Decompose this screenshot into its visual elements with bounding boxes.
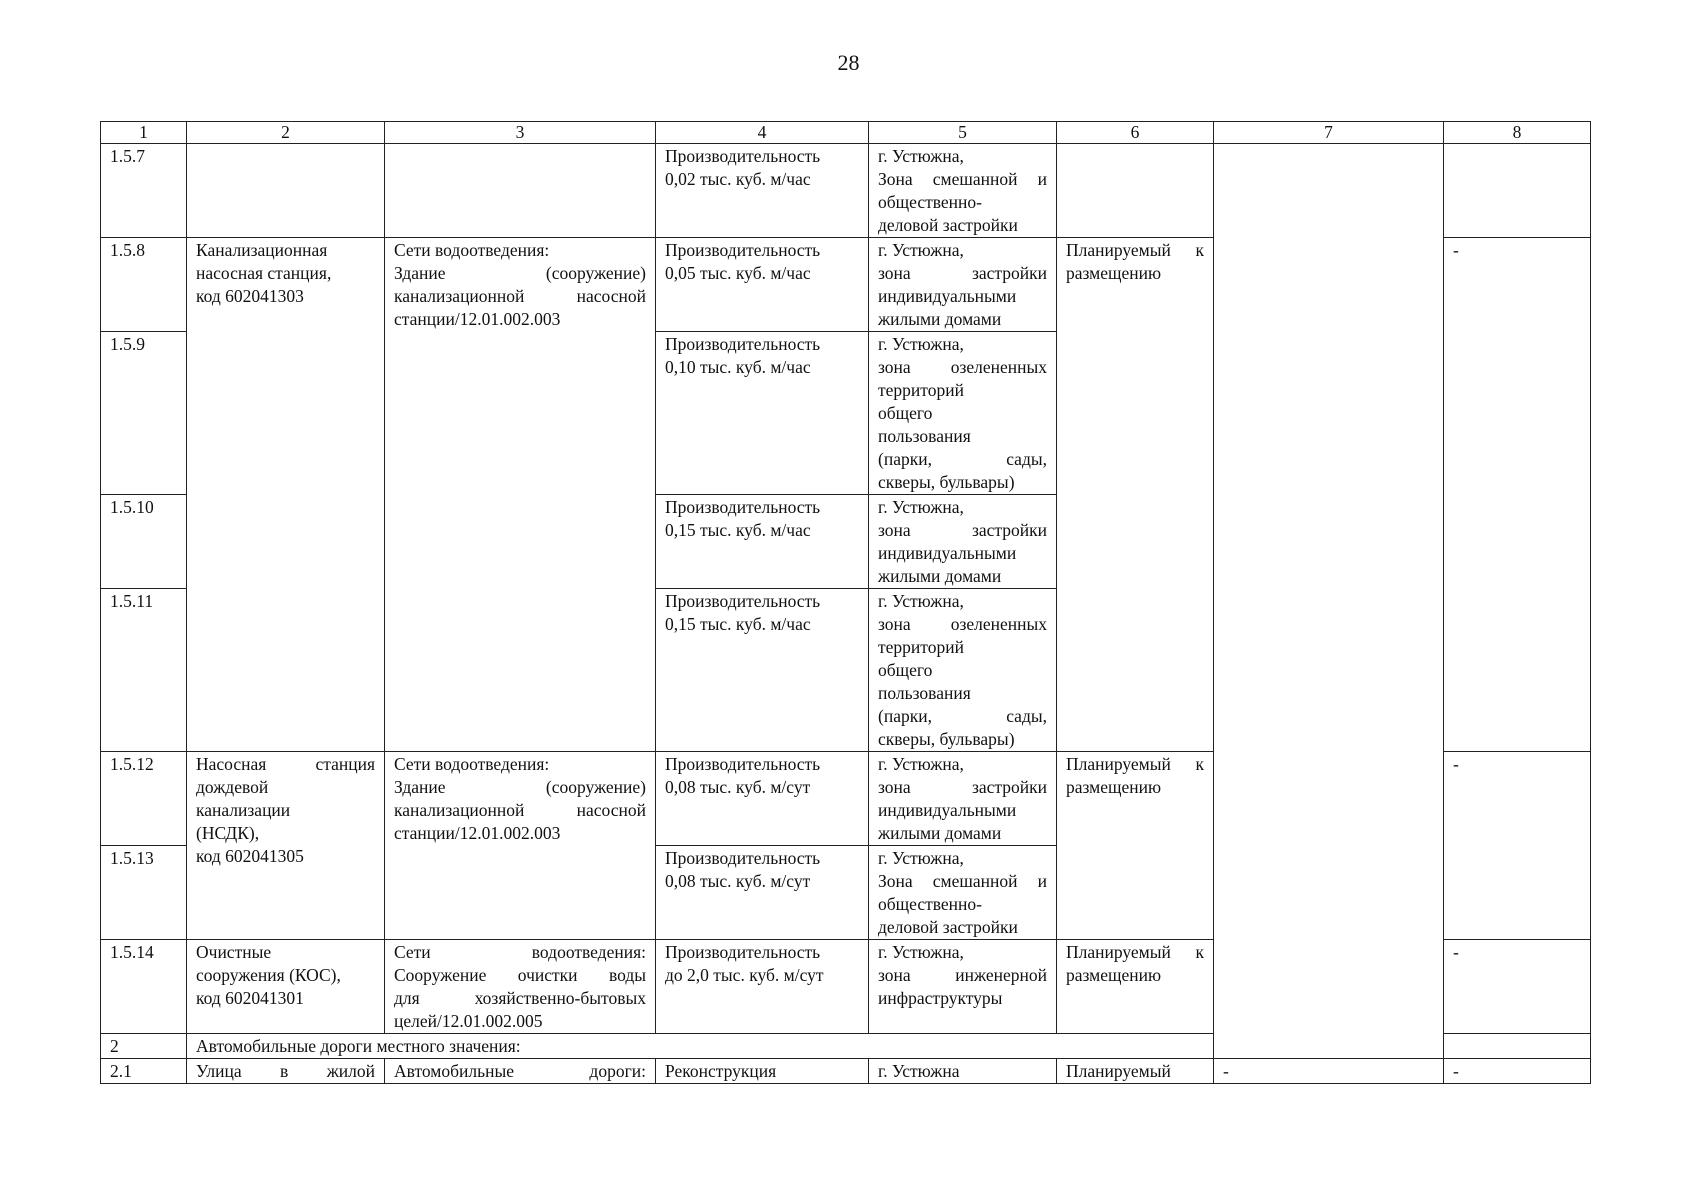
table-row: [101, 1059, 1591, 1084]
location-line: зона озелененных: [878, 357, 1047, 377]
header-row: [101, 122, 1591, 144]
table-row: [101, 144, 1591, 238]
capacity-cell: [656, 144, 869, 238]
header-cell: 5: [869, 122, 1057, 144]
capacity-line: Производительность: [665, 591, 821, 611]
object-line: дождевой: [196, 777, 269, 797]
location-line: зона застройки: [878, 777, 1047, 797]
location-line: г. Устюжна,: [878, 848, 964, 868]
capacity-line: Производительность: [665, 942, 821, 962]
column-8-cell: [1444, 144, 1591, 238]
status-line: размещению: [1066, 263, 1162, 283]
purpose-line: Здание (сооружение): [394, 263, 646, 283]
purpose-line: Сети водоотведения:: [394, 754, 550, 774]
purpose-line: станции/12.01.002.003: [394, 823, 561, 843]
header-cell: 6: [1057, 122, 1214, 144]
purpose-line: станции/12.01.002.003: [394, 309, 561, 329]
object-line: сооружения (КОС),: [196, 965, 341, 985]
location-line: жилыми домами: [878, 566, 1002, 586]
capacity-cell: [656, 495, 869, 589]
object-line: код 602041305: [196, 846, 304, 866]
purpose-cell: Автомобильные дороги:: [385, 1059, 656, 1084]
location-line: индивидуальными: [878, 800, 1017, 820]
location-line: общественно-: [878, 894, 982, 914]
location-line: г. Устюжна,: [878, 334, 964, 354]
column-8-cell: -: [1444, 752, 1591, 940]
page-number: 28: [837, 50, 860, 75]
location-line: зона инженерной: [878, 965, 1047, 985]
capacity-line: 0,15 тыс. куб. м/час: [665, 614, 811, 634]
capacity-line: Производительность: [665, 240, 821, 260]
object-line: Очистные: [196, 942, 272, 962]
location-line: территорий: [878, 637, 964, 657]
location-line: индивидуальными: [878, 286, 1017, 306]
column-8-cell: -: [1444, 238, 1591, 752]
planning-table: [100, 121, 1591, 1084]
row-number: 1.5.10: [101, 495, 187, 589]
purpose-cell: [385, 752, 656, 940]
capacity-line: 0,02 тыс. куб. м/час: [665, 169, 811, 189]
location-line: жилыми домами: [878, 823, 1002, 843]
object-name-cell: Улица в жилой: [187, 1059, 385, 1084]
purpose-line: канализационной насосной: [394, 286, 646, 306]
status-cell: Планируемый: [1057, 1059, 1214, 1084]
column-7-cell: -: [1214, 1059, 1444, 1084]
location-cell: [869, 144, 1057, 238]
capacity-cell: [656, 332, 869, 495]
object-name-cell: [187, 144, 385, 238]
purpose-line: целей/12.01.002.005: [394, 1011, 543, 1031]
location-cell: [869, 238, 1057, 332]
row-number: 1.5.11: [101, 589, 187, 752]
row-number: 1.5.9: [101, 332, 187, 495]
header-cell: 3: [385, 122, 656, 144]
capacity-cell: [656, 589, 869, 752]
status-cell: [1057, 144, 1214, 238]
location-line: (парки, сады,: [878, 449, 1047, 469]
location-line: скверы, бульвары): [878, 729, 1015, 749]
capacity-line: Производительность: [665, 146, 821, 166]
object-line: (НСДК),: [196, 823, 260, 843]
object-name-cell: [187, 238, 385, 752]
row-number: 2.1: [101, 1059, 187, 1084]
header-cell: 1: [101, 122, 187, 144]
capacity-cell: [656, 238, 869, 332]
location-line: деловой застройки: [878, 215, 1018, 235]
location-line: г. Устюжна,: [878, 754, 964, 774]
capacity-line: Производительность: [665, 848, 821, 868]
header-cell: 8: [1444, 122, 1591, 144]
location-line: г. Устюжна,: [878, 240, 964, 260]
object-line: Насосная станция: [196, 754, 375, 774]
row-number: 1.5.12: [101, 752, 187, 846]
location-line: индивидуальными: [878, 543, 1017, 563]
object-line: код 602041301: [196, 988, 304, 1008]
status-cell: [1057, 238, 1214, 752]
object-line: код 602041303: [196, 286, 304, 306]
purpose-line: для хозяйственно-бытовых: [394, 988, 646, 1008]
location-line: пользования: [878, 426, 971, 446]
purpose-line: Сети водоотведения:: [394, 240, 550, 260]
location-cell: [869, 332, 1057, 495]
section-row: [101, 1034, 1591, 1059]
location-line: территорий: [878, 380, 964, 400]
capacity-line: Производительность: [665, 754, 821, 774]
location-line: общего: [878, 660, 933, 680]
header-cell: 2: [187, 122, 385, 144]
location-line: зона застройки: [878, 520, 1047, 540]
location-cell: г. Устюжна: [869, 1059, 1057, 1084]
row-number: 2: [101, 1034, 187, 1059]
location-line: деловой застройки: [878, 917, 1018, 937]
capacity-line: Производительность: [665, 334, 821, 354]
location-line: скверы, бульвары): [878, 472, 1015, 492]
location-cell: [869, 752, 1057, 846]
status-line: размещению: [1066, 965, 1162, 985]
capacity-line: до 2,0 тыс. куб. м/сут: [665, 965, 824, 985]
purpose-cell: [385, 238, 656, 752]
capacity-cell: [656, 940, 869, 1034]
column-7-cell: [1214, 144, 1444, 1059]
purpose-line: канализационной насосной: [394, 800, 646, 820]
location-line: инфраструктуры: [878, 988, 1003, 1008]
status-line: Планируемый к: [1066, 240, 1204, 260]
location-cell: [869, 495, 1057, 589]
purpose-cell: [385, 144, 656, 238]
location-line: Зона смешанной и: [878, 871, 1047, 891]
location-line: г. Устюжна,: [878, 497, 964, 517]
capacity-cell: [656, 752, 869, 846]
location-line: г. Устюжна,: [878, 942, 964, 962]
location-line: Зона смешанной и: [878, 169, 1047, 189]
column-8-cell: -: [1444, 1059, 1591, 1084]
capacity-line: 0,05 тыс. куб. м/час: [665, 263, 811, 283]
location-cell: [869, 940, 1057, 1034]
column-8-cell: -: [1444, 940, 1591, 1034]
purpose-line: Здание (сооружение): [394, 777, 646, 797]
status-cell: [1057, 752, 1214, 940]
purpose-cell: [385, 940, 656, 1034]
status-line: размещению: [1066, 777, 1162, 797]
location-line: общественно-: [878, 192, 982, 212]
status-line: Планируемый к: [1066, 942, 1204, 962]
section-title: Автомобильные дороги местного значения:: [187, 1034, 1591, 1059]
status-cell: [1057, 940, 1214, 1034]
capacity-cell: Реконструкция: [656, 1059, 869, 1084]
location-line: г. Устюжна,: [878, 591, 964, 611]
capacity-cell: [656, 846, 869, 940]
capacity-line: 0,10 тыс. куб. м/час: [665, 357, 811, 377]
row-number: 1.5.13: [101, 846, 187, 940]
object-line: насосная станция,: [196, 263, 332, 283]
location-cell: [869, 589, 1057, 752]
capacity-line: 0,08 тыс. куб. м/сут: [665, 777, 811, 797]
object-line: канализации: [196, 800, 291, 820]
object-line: Канализационная: [196, 240, 328, 260]
location-line: общего: [878, 403, 933, 423]
capacity-line: Производительность: [665, 497, 821, 517]
location-line: зона озелененных: [878, 614, 1047, 634]
row-number: 1.5.14: [101, 940, 187, 1034]
purpose-line: Сети водоотведения:: [394, 942, 646, 962]
location-line: (парки, сады,: [878, 706, 1047, 726]
capacity-line: 0,15 тыс. куб. м/час: [665, 520, 811, 540]
location-line: г. Устюжна,: [878, 146, 964, 166]
row-number: 1.5.8: [101, 238, 187, 332]
object-name-cell: [187, 752, 385, 940]
capacity-line: 0,08 тыс. куб. м/сут: [665, 871, 811, 891]
location-line: пользования: [878, 683, 971, 703]
status-line: Планируемый к: [1066, 754, 1204, 774]
location-line: зона застройки: [878, 263, 1047, 283]
purpose-line: Сооружение очистки воды: [394, 965, 646, 985]
location-cell: [869, 846, 1057, 940]
row-number: 1.5.7: [101, 144, 187, 238]
header-cell: 4: [656, 122, 869, 144]
location-line: жилыми домами: [878, 309, 1002, 329]
object-name-cell: [187, 940, 385, 1034]
header-cell: 7: [1214, 122, 1444, 144]
